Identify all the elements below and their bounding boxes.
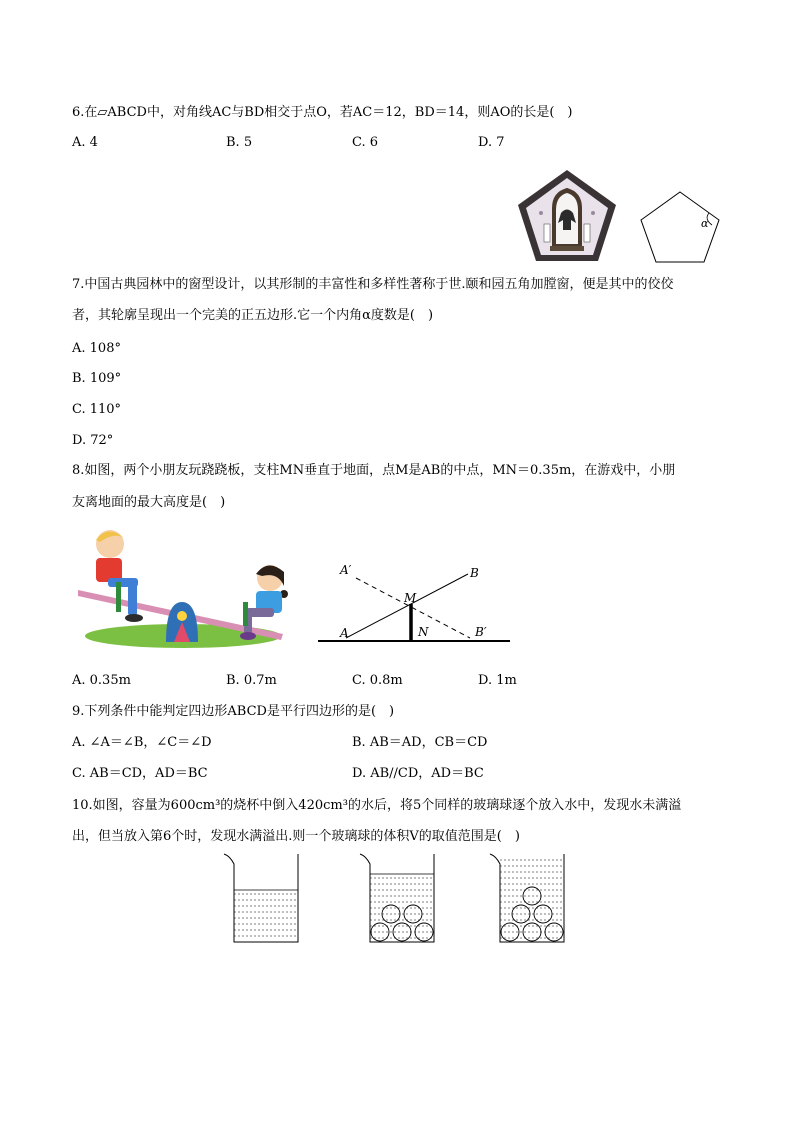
seesaw-diagram — [318, 560, 514, 646]
q9-stem: 9.下列条件中能判定四边形ABCD是平行四边形的是( ) — [72, 704, 395, 719]
q7-option-b: B. 109° — [72, 371, 122, 386]
seesaw-children-image — [78, 524, 288, 652]
label-a-prime: A′ — [340, 563, 352, 577]
beaker-2 — [358, 852, 440, 946]
q6-option-b: B. 5 — [226, 135, 253, 150]
q8-stem-line2: 友离地面的最大高度是( ) — [72, 495, 226, 510]
beaker-1 — [222, 852, 304, 946]
label-b-prime: B′ — [475, 625, 487, 639]
q9-option-d: D. AB//CD，AD＝BC — [352, 766, 484, 781]
q7-stem-line2: 者，其轮廓呈现出一个完美的正五边形.它一个内角α度数是( ) — [72, 308, 434, 323]
alpha-label: α — [701, 217, 709, 230]
label-b: B — [470, 566, 479, 580]
q9-option-c: C. AB＝CD，AD＝BC — [72, 766, 208, 781]
q8-stem-line1: 8.如图，两个小朋友玩跷跷板，支柱MN垂直于地面，点M是AB的中点，MN＝0.35m，在游戏中，小朋 — [72, 463, 676, 478]
q9-option-b: B. AB＝AD，CB＝CD — [352, 735, 488, 750]
q7-option-a: A. 108° — [72, 341, 121, 356]
q7-option-d: D. 72° — [72, 433, 114, 448]
q6-option-d: D. 7 — [478, 135, 505, 150]
label-n: N — [418, 625, 429, 639]
pentagon-diagram — [638, 190, 728, 265]
window-pentagon-image — [516, 168, 618, 263]
q6-option-c: C. 6 — [352, 135, 379, 150]
label-a: A — [340, 626, 349, 640]
beaker-3 — [488, 852, 570, 946]
q8-option-b: B. 0.7m — [226, 673, 277, 688]
q8-option-a: A. 0.35m — [72, 673, 131, 688]
q7-stem-line1: 7.中国古典园林中的窗型设计，以其形制的丰富性和多样性著称于世.颐和园五角加膛窗，便是其中的佼佼 — [72, 277, 674, 292]
q8-option-c: C. 0.8m — [352, 673, 403, 688]
q6-stem: 6.在▱ABCD中，对角线AC与BD相交于点O，若AC＝12，BD＝14，则AO的长是( ) — [72, 105, 573, 120]
label-m: M — [404, 591, 417, 605]
q8-option-d: D. 1m — [478, 673, 517, 688]
q10-stem-line1: 10.如图，容量为600cm³的烧杯中倒入420cm³的水后，将5个同样的玻璃球逐个放入水中，发现水未满溢 — [72, 798, 682, 813]
q6-option-a: A. 4 — [72, 135, 98, 150]
q10-stem-line2: 出，但当放入第6个时，发现水满溢出.则一个玻璃球的体积V的取值范围是( ) — [72, 829, 520, 844]
q9-option-a: A. ∠A＝∠B，∠C＝∠D — [72, 735, 212, 750]
q7-option-c: C. 110° — [72, 402, 122, 417]
